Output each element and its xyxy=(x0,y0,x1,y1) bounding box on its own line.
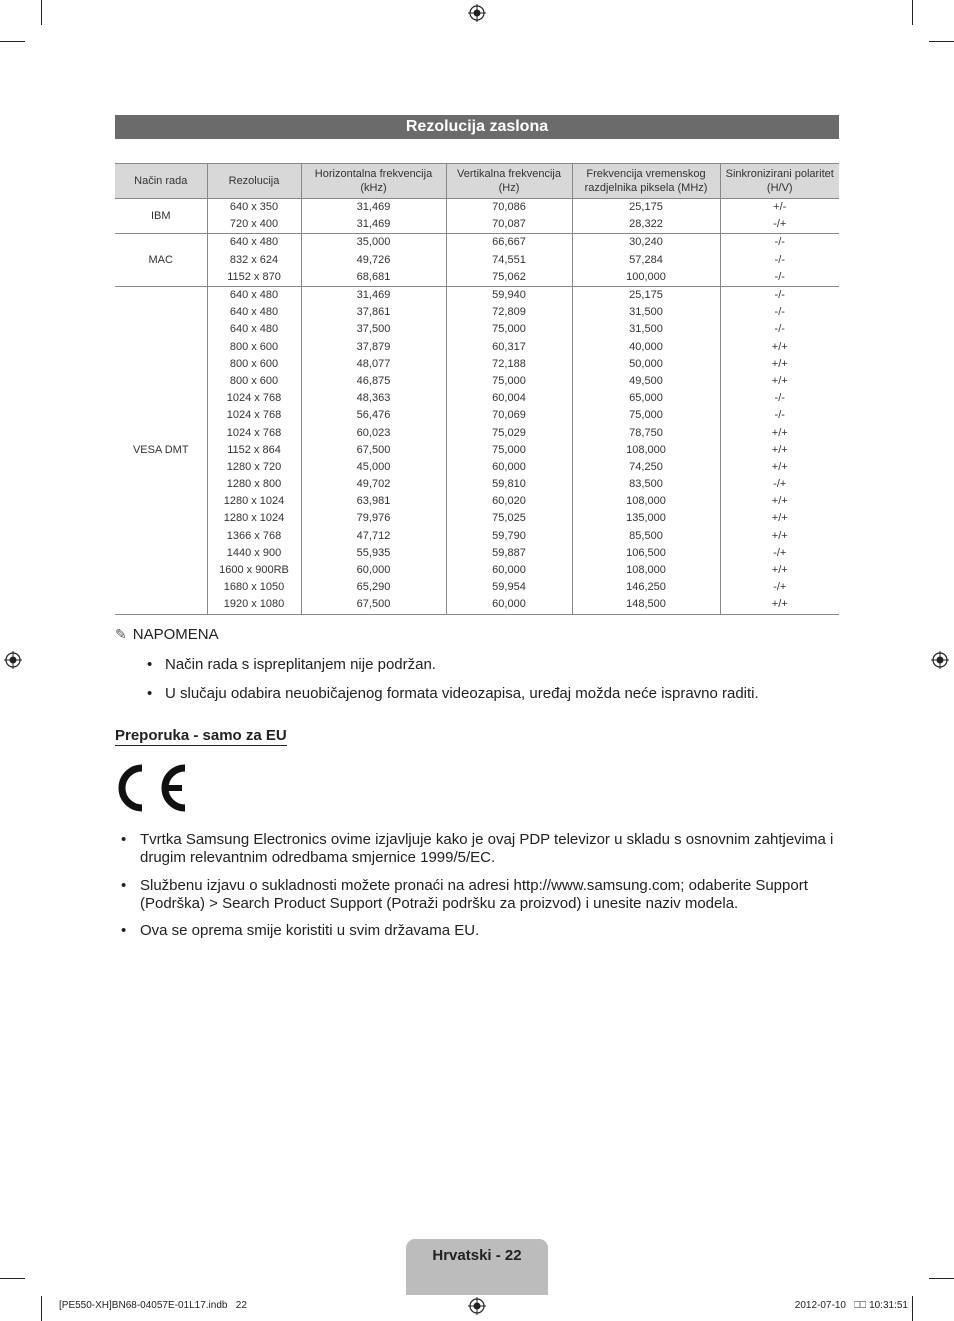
table-body xyxy=(115,199,839,615)
table-row xyxy=(115,493,839,510)
hfreq-cell: 79,976 xyxy=(301,510,446,527)
table-row xyxy=(115,510,839,527)
resolution-cell: 1024 x 768 xyxy=(207,424,301,441)
table-row xyxy=(115,562,839,579)
polarity-cell: -/- xyxy=(720,321,839,338)
table-row xyxy=(115,321,839,338)
resolution-cell: 720 x 400 xyxy=(207,216,301,234)
eu-item-text: Tvrtka Samsung Electronics ovime izjavljuje kako je ovaj PDP televizor u skladu s osnovnim zahtjevima i drugim relevantnim odredbama smjernice 1999/5/EC. xyxy=(140,831,834,866)
crop-mark xyxy=(929,1278,954,1279)
footer-file-info: [PE550-XH]BN68-04057E-01L17.indb 22 xyxy=(59,1300,247,1311)
vfreq-cell: 60,000 xyxy=(446,459,572,476)
resolution-cell: 1600 x 900RB xyxy=(207,562,301,579)
header-mode: Način rada xyxy=(115,164,207,199)
hfreq-cell: 63,981 xyxy=(301,493,446,510)
table-row xyxy=(115,459,839,476)
polarity-cell: -/+ xyxy=(720,579,839,596)
pixel-clock-cell: 30,240 xyxy=(572,234,720,252)
crop-mark xyxy=(912,1296,913,1321)
vfreq-cell: 59,954 xyxy=(446,579,572,596)
polarity-cell: +/+ xyxy=(720,510,839,527)
note-item-text: Način rada s ispreplitanjem nije podržan. xyxy=(165,656,436,673)
pixel-clock-cell: 28,322 xyxy=(572,216,720,234)
vfreq-cell: 59,940 xyxy=(446,286,572,304)
hfreq-cell: 47,712 xyxy=(301,528,446,545)
hfreq-cell: 31,469 xyxy=(301,216,446,234)
pixel-clock-cell: 57,284 xyxy=(572,252,720,269)
crop-mark xyxy=(912,0,913,25)
mode-cell: MAC xyxy=(115,234,207,287)
resolution-cell: 640 x 480 xyxy=(207,234,301,252)
resolution-cell: 1440 x 900 xyxy=(207,545,301,562)
vfreq-cell: 60,000 xyxy=(446,596,572,614)
hfreq-cell: 49,726 xyxy=(301,252,446,269)
resolution-cell: 800 x 600 xyxy=(207,356,301,373)
vfreq-cell: 60,317 xyxy=(446,339,572,356)
list-item xyxy=(147,685,847,703)
vfreq-cell: 75,029 xyxy=(446,424,572,441)
resolution-cell: 1280 x 800 xyxy=(207,476,301,493)
polarity-cell: +/+ xyxy=(720,373,839,390)
vfreq-cell: 75,025 xyxy=(446,510,572,527)
page-number-tab xyxy=(406,1239,548,1295)
table-row xyxy=(115,407,839,424)
table-row xyxy=(115,356,839,373)
bullet-icon: • xyxy=(147,656,153,673)
header-sync-polarity: Sinkronizirani polaritet (H/V) xyxy=(720,164,839,199)
pixel-clock-cell: 49,500 xyxy=(572,373,720,390)
pixel-clock-cell: 100,000 xyxy=(572,269,720,287)
table-row xyxy=(115,476,839,493)
pixel-clock-cell: 135,000 xyxy=(572,510,720,527)
vfreq-cell: 66,667 xyxy=(446,234,572,252)
polarity-cell: +/- xyxy=(720,199,839,217)
pixel-clock-cell: 108,000 xyxy=(572,493,720,510)
page-label: Hrvatski - 22 xyxy=(432,1247,522,1264)
vfreq-cell: 70,087 xyxy=(446,216,572,234)
hfreq-cell: 56,476 xyxy=(301,407,446,424)
resolution-cell: 1280 x 1024 xyxy=(207,510,301,527)
mode-cell: VESA DMT xyxy=(115,286,207,614)
table-row xyxy=(115,286,839,304)
polarity-cell: -/- xyxy=(720,252,839,269)
polarity-cell: -/- xyxy=(720,269,839,287)
table-row xyxy=(115,339,839,356)
list-item xyxy=(121,877,839,913)
eu-item-text: Službenu izjavu o sukladnosti možete pronaći na adresi http://www.samsung.com; odaberite Support (Podrška) > Search Product Support (Potraži podršku za proizvod) i unesite naziv modela. xyxy=(140,877,808,912)
polarity-cell: -/- xyxy=(720,407,839,424)
vfreq-cell: 75,000 xyxy=(446,442,572,459)
vfreq-cell: 59,810 xyxy=(446,476,572,493)
pixel-clock-cell: 25,175 xyxy=(572,286,720,304)
crop-mark xyxy=(0,1278,25,1279)
polarity-cell: +/+ xyxy=(720,356,839,373)
vfreq-cell: 74,551 xyxy=(446,252,572,269)
vfreq-cell: 60,020 xyxy=(446,493,572,510)
pixel-clock-cell: 75,000 xyxy=(572,407,720,424)
eu-item-text: Ova se oprema smije koristiti u svim državama EU. xyxy=(140,922,480,939)
polarity-cell: +/+ xyxy=(720,442,839,459)
vfreq-cell: 72,188 xyxy=(446,356,572,373)
note-heading xyxy=(115,626,219,643)
pixel-clock-cell: 85,500 xyxy=(572,528,720,545)
table-header-row xyxy=(115,164,839,199)
registration-mark-icon xyxy=(931,651,949,669)
vfreq-cell: 70,069 xyxy=(446,407,572,424)
polarity-cell: +/+ xyxy=(720,562,839,579)
header-pixel-clock: Frekvencija vremenskog razdjelnika piksela (MHz) xyxy=(572,164,720,199)
vfreq-cell: 70,086 xyxy=(446,199,572,217)
table-row xyxy=(115,545,839,562)
polarity-cell: -/+ xyxy=(720,216,839,234)
vfreq-cell: 59,887 xyxy=(446,545,572,562)
resolution-table xyxy=(115,163,839,615)
vfreq-cell: 72,809 xyxy=(446,304,572,321)
table-row xyxy=(115,596,839,614)
list-item xyxy=(121,922,839,940)
polarity-cell: -/+ xyxy=(720,545,839,562)
hfreq-cell: 46,875 xyxy=(301,373,446,390)
table-row xyxy=(115,269,839,287)
pixel-clock-cell: 106,500 xyxy=(572,545,720,562)
hfreq-cell: 31,469 xyxy=(301,286,446,304)
vfreq-cell: 59,790 xyxy=(446,528,572,545)
crop-mark xyxy=(0,41,25,42)
header-vertical-frequency: Vertikalna frekvencija (Hz) xyxy=(446,164,572,199)
resolution-cell: 800 x 600 xyxy=(207,373,301,390)
table-row xyxy=(115,424,839,441)
table-row xyxy=(115,579,839,596)
hfreq-cell: 35,000 xyxy=(301,234,446,252)
hfreq-cell: 49,702 xyxy=(301,476,446,493)
table-row xyxy=(115,304,839,321)
eu-heading: Preporuka - samo za EU xyxy=(115,727,287,744)
resolution-cell: 1366 x 768 xyxy=(207,528,301,545)
list-item xyxy=(147,656,847,674)
ce-mark-icon xyxy=(115,762,191,814)
pixel-clock-cell: 108,000 xyxy=(572,562,720,579)
crop-mark xyxy=(41,1296,42,1321)
polarity-cell: -/- xyxy=(720,234,839,252)
crop-mark xyxy=(929,41,954,42)
polarity-cell: +/+ xyxy=(720,528,839,545)
resolution-cell: 1152 x 870 xyxy=(207,269,301,287)
hfreq-cell: 31,469 xyxy=(301,199,446,217)
pixel-clock-cell: 31,500 xyxy=(572,321,720,338)
hfreq-cell: 67,500 xyxy=(301,442,446,459)
polarity-cell: -/- xyxy=(720,390,839,407)
vfreq-cell: 75,062 xyxy=(446,269,572,287)
hfreq-cell: 55,935 xyxy=(301,545,446,562)
resolution-cell: 640 x 350 xyxy=(207,199,301,217)
polarity-cell: +/+ xyxy=(720,424,839,441)
pixel-clock-cell: 40,000 xyxy=(572,339,720,356)
bullet-icon: • xyxy=(121,831,127,848)
hfreq-cell: 37,500 xyxy=(301,321,446,338)
table-row xyxy=(115,216,839,234)
header-resolution: Rezolucija xyxy=(207,164,301,199)
registration-mark-icon xyxy=(468,4,486,22)
bullet-icon: • xyxy=(147,685,153,702)
vfreq-cell: 75,000 xyxy=(446,373,572,390)
resolution-cell: 1280 x 1024 xyxy=(207,493,301,510)
table-row xyxy=(115,373,839,390)
hfreq-cell: 60,023 xyxy=(301,424,446,441)
polarity-cell: +/+ xyxy=(720,596,839,614)
bullet-icon: • xyxy=(121,877,127,894)
vfreq-cell: 60,004 xyxy=(446,390,572,407)
hfreq-cell: 60,000 xyxy=(301,562,446,579)
table-row xyxy=(115,442,839,459)
vfreq-cell: 60,000 xyxy=(446,562,572,579)
table-row xyxy=(115,234,839,252)
polarity-cell: -/- xyxy=(720,304,839,321)
table-row xyxy=(115,528,839,545)
pixel-clock-cell: 83,500 xyxy=(572,476,720,493)
pixel-clock-cell: 25,175 xyxy=(572,199,720,217)
registration-mark-icon xyxy=(4,651,22,669)
hfreq-cell: 48,077 xyxy=(301,356,446,373)
resolution-cell: 800 x 600 xyxy=(207,339,301,356)
registration-mark-icon xyxy=(468,1297,486,1315)
pixel-clock-cell: 108,000 xyxy=(572,442,720,459)
resolution-cell: 640 x 480 xyxy=(207,304,301,321)
hfreq-cell: 45,000 xyxy=(301,459,446,476)
note-title: NAPOMENA xyxy=(132,626,219,643)
resolution-cell: 640 x 480 xyxy=(207,321,301,338)
pixel-clock-cell: 50,000 xyxy=(572,356,720,373)
hfreq-cell: 65,290 xyxy=(301,579,446,596)
polarity-cell: -/- xyxy=(720,286,839,304)
crop-mark xyxy=(41,0,42,25)
note-item-text: U slučaju odabira neuobičajenog formata videozapisa, uređaj možda neće ispravno raditi. xyxy=(165,685,759,702)
resolution-cell: 1152 x 864 xyxy=(207,442,301,459)
resolution-cell: 1280 x 720 xyxy=(207,459,301,476)
resolution-cell: 640 x 480 xyxy=(207,286,301,304)
pixel-clock-cell: 74,250 xyxy=(572,459,720,476)
list-item xyxy=(121,831,839,867)
resolution-cell: 1680 x 1050 xyxy=(207,579,301,596)
mode-cell: IBM xyxy=(115,199,207,234)
hfreq-cell: 67,500 xyxy=(301,596,446,614)
resolution-cell: 1024 x 768 xyxy=(207,390,301,407)
vfreq-cell: 75,000 xyxy=(446,321,572,338)
table-row xyxy=(115,252,839,269)
pixel-clock-cell: 65,000 xyxy=(572,390,720,407)
pixel-clock-cell: 78,750 xyxy=(572,424,720,441)
pencil-icon: ✎ xyxy=(115,626,127,642)
table-row xyxy=(115,390,839,407)
polarity-cell: +/+ xyxy=(720,339,839,356)
polarity-cell: +/+ xyxy=(720,493,839,510)
pixel-clock-cell: 31,500 xyxy=(572,304,720,321)
polarity-cell: +/+ xyxy=(720,459,839,476)
pixel-clock-cell: 148,500 xyxy=(572,596,720,614)
bullet-icon: • xyxy=(121,922,127,939)
hfreq-cell: 68,681 xyxy=(301,269,446,287)
header-horizontal-frequency: Horizontalna frekvencija (kHz) xyxy=(301,164,446,199)
hfreq-cell: 37,879 xyxy=(301,339,446,356)
hfreq-cell: 37,861 xyxy=(301,304,446,321)
hfreq-cell: 48,363 xyxy=(301,390,446,407)
resolution-cell: 832 x 624 xyxy=(207,252,301,269)
polarity-cell: -/+ xyxy=(720,476,839,493)
resolution-cell: 1920 x 1080 xyxy=(207,596,301,614)
section-title: Rezolucija zaslona xyxy=(115,115,839,139)
footer-timestamp: 2012-07-10 ⎕⎕ 10:31:51 xyxy=(794,1300,908,1311)
resolution-cell: 1024 x 768 xyxy=(207,407,301,424)
table-row xyxy=(115,199,839,217)
pixel-clock-cell: 146,250 xyxy=(572,579,720,596)
